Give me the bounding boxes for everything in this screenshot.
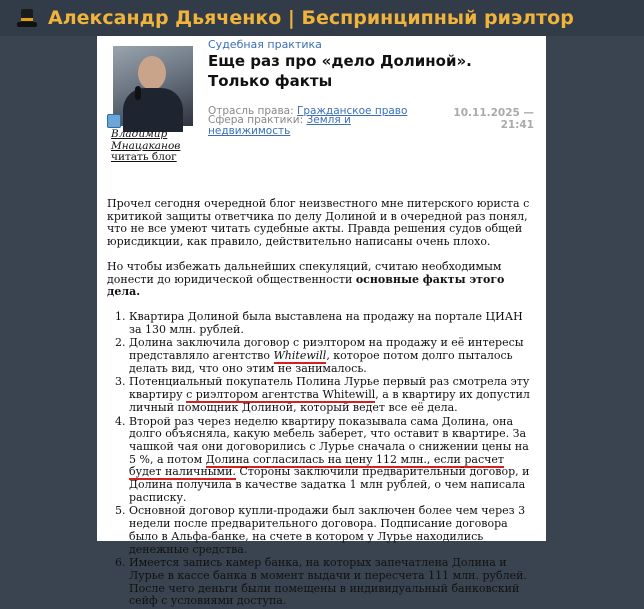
practice-area [208,115,368,137]
channel-header[interactable] [0,0,644,36]
list-item: 5. Основной договор купли-продажи был заключен более чем через 3 недели после предварительного договора. Подписание договора было в Альфа-банке, на счете в котором у Лурье находились денежные средства. [129,505,532,556]
blog-icon [107,114,121,128]
list-item: 2. Долина заключила договор с риэлтором на продажу и её интересы представляло агентство Whitewill, которое потом долго пыталось делать вид, что оно этим не занималось. [129,337,532,375]
second-paragraph [107,261,532,299]
article-title: Еще раз про «дело Долиной». Только факты [208,52,472,90]
list-item: 4. Второй раз через неделю квартиру показывала сама Долина, она долго объясняла, какую мебель заберет, что оставит в квартире. За чашкой чая они договорились с Лурье сначала о снижении цены на 5 %, а потом Долина согласилась на цену 112 млн., если расчет будет наличными. Стороны заключили предварительный договор, и Долина получила в качестве задатка 1 млн рублей, о чем написала расписку. [129,416,532,505]
facts-list [107,311,532,608]
author-block [111,129,201,164]
read-blog-link: читать блог [111,151,177,163]
article-category: Судебная практика [208,38,322,51]
intro-paragraph: Прочел сегодня очередной блог неизвестного мне питерского юриста с критикой защиты ответчика по делу Долиной и в очередной раз понял, что не все умеют читать судебные акты. Правда решения судов общей юрисдикции, как правило, действительно написаны очень плохо. [107,197,530,249]
top-hat-icon [16,7,38,29]
author-photo [113,46,193,126]
realtor-highlight: с риэлтором агентства Whitewill [186,388,376,402]
second-paragraph-text: Но чтобы избежать дальнейших спекуляций, считаю необходимым донести до юридической общественности [107,259,502,286]
practice-area-value: Земля и недвижимость [208,114,351,137]
key-facts-heading: основные факты этого дела. [107,272,505,299]
whitewill-highlight: Whitewill [273,349,327,363]
list-item: 1. Квартира Долиной была выставлена на продажу на портале ЦИАН за 130 млн. рублей. [129,311,532,336]
list-item: 3. Потенциальный покупатель Полина Лурье первый раз смотрела эту квартиру с риэлтором агентства Whitewill, а в квартиру их допустил личный помощник Долиной, который ведет все её дела. [129,376,532,414]
law-branch-label: Отрасль права: [208,105,294,117]
price-highlight: Долина согласилась на цену 112 млн., если расчет будет наличными. [129,452,505,479]
article-body [107,198,532,609]
article-screenshot [97,36,546,608]
law-branch-value: Гражданское право [296,105,408,117]
list-item: 6. Имеется запись камер банка, на которых запечатлена Долина и Лурье в кассе банка в момент выдачи и пересчета 111 млн. рублей. После чего деньги были помещены в индивидуальный банковский сейф с условиями доступа. [129,557,532,608]
author-name: Владимир Мнацаканов [111,128,181,152]
article-date: 10.11.2025 — 21:41 [453,107,534,131]
practice-area-label: Сфера практики: [208,114,304,126]
channel-title[interactable]: Александр Дьяченко | Беспринципный риэлтор [48,7,574,29]
